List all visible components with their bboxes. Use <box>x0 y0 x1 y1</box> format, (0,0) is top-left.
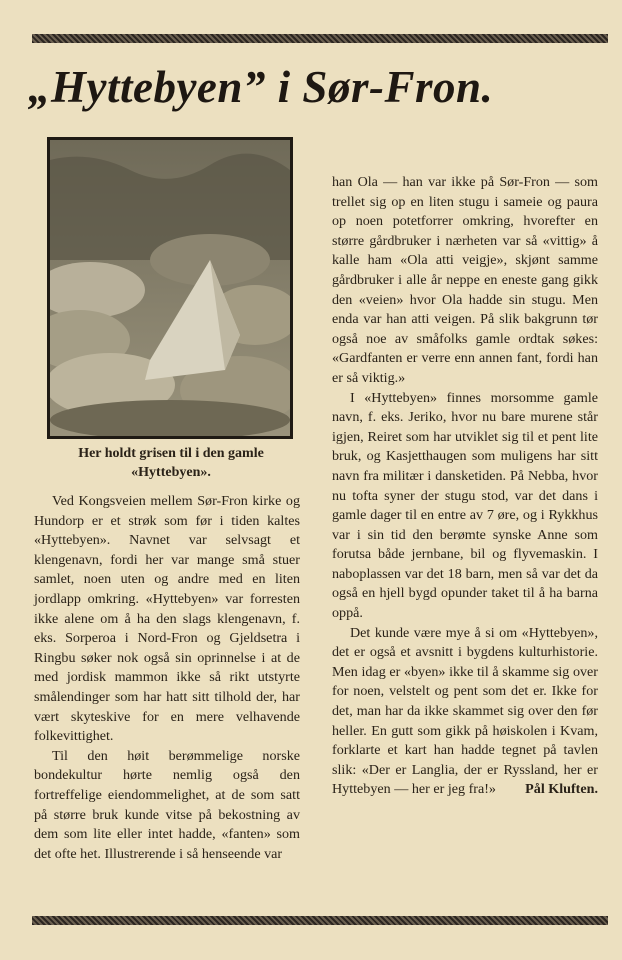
author-signature: Pål Kluften. <box>525 781 598 798</box>
paragraph-text: Det kunde være mye å si om «Hyttebyen», det er også et avsnitt i bygdens kulturhistorie. Men idag er «byen» ikke til å skamme sig over for noen, velstelt og pent som det er. Ikke for det, man har da ikke skammet sig over den før heller. En gutt som gikk på høiskolen i Kvam, forklarte et kart han hadde tegnet på tavlen slik: «Der er Langlia, der er Ryssland, her er Hyttebyen — her er jeg fra!» <box>332 624 598 798</box>
photo-caption <box>38 444 304 482</box>
caption-line-2: «Hyttebyen». <box>131 465 211 480</box>
headline: „Hyttebyen” i Sør-Fron. <box>28 62 494 112</box>
paragraph: Ved Kongsveien mellem Sør-Fron kirke og Hundorp er et strøk som før i tiden kaltes «Hyttebyen». Navnet var selvsagt et klengenavn, fordi her var mange små stuer samlet, noen uten og andre med en liten jordlapp omkring. «Hyttebyen» var forresten ikke alene om å ha den slags klengenavn, f. eks. Sorperoa i Nord-Fron og Gjeldsetra i Ringbu søker nok også sin oprinnelse i at de med jordisk mammon ikke så rikt utstyrte smålendinger som har hatt sitt tilhold der, har vært skyteskive for en mere velhavende folkevittighet. <box>34 493 300 745</box>
stone-pile-image <box>50 140 290 436</box>
right-column <box>332 173 598 800</box>
paragraph <box>332 624 598 800</box>
article-photo <box>47 137 293 439</box>
paragraph: han Ola — han var ikke på Sør-Fron — som trellet sig op en liten stugu i sameie og paura op noen potetforrer omkring, hvorefter en større gårdbruker i nærheten var så «vittig» å kalle ham «Ola atti veigje», skjønt samme gårdbruker i alle år neppe en eneste gang gikk den «veien» hvor Ola hadde sin stugu. Men enda var han atti veigen. På slik bakgrunn tør også noe av småfolks gamle ordtak søkes: «Gardfanten er verre enn annen fant, fordi han er så viktig.» <box>332 174 598 386</box>
top-rule <box>32 34 608 43</box>
paragraph: I «Hyttebyen» finnes morsomme gamle navn, f. eks. Jeriko, hvor nu bare murene står igjen, Reiret som har utviklet sig til et pent lite bruk, og Kasjetthaugen som muligens har sitt navn fra militær i dansketiden. På Nebba, hvor nu tofta syner der stugu stod, var det dans i gamle dager til en entre av 7 øre, og i Rykkhus var i sin tid den berømte synske Anne som forutsa både jernbane, bil og flyvemaskin. I naboplassen var det 18 barn, men så var det da også en hjell bygd opunder taket til å ha barna oppå. <box>332 389 598 622</box>
paragraph: Til den høit berømmelige norske bondekultur hørte nemlig også den fortreffelige eiendommelighet, at de som satt på større bruk kunde vitse på bekostning av dem som lite eller intet hadde, «fanten» som det ofte het. Illustrerende i så henseende var <box>34 747 300 862</box>
left-column <box>34 492 300 864</box>
bottom-rule <box>32 916 608 925</box>
caption-line-1: Her holdt grisen til i den gamle <box>78 446 264 461</box>
